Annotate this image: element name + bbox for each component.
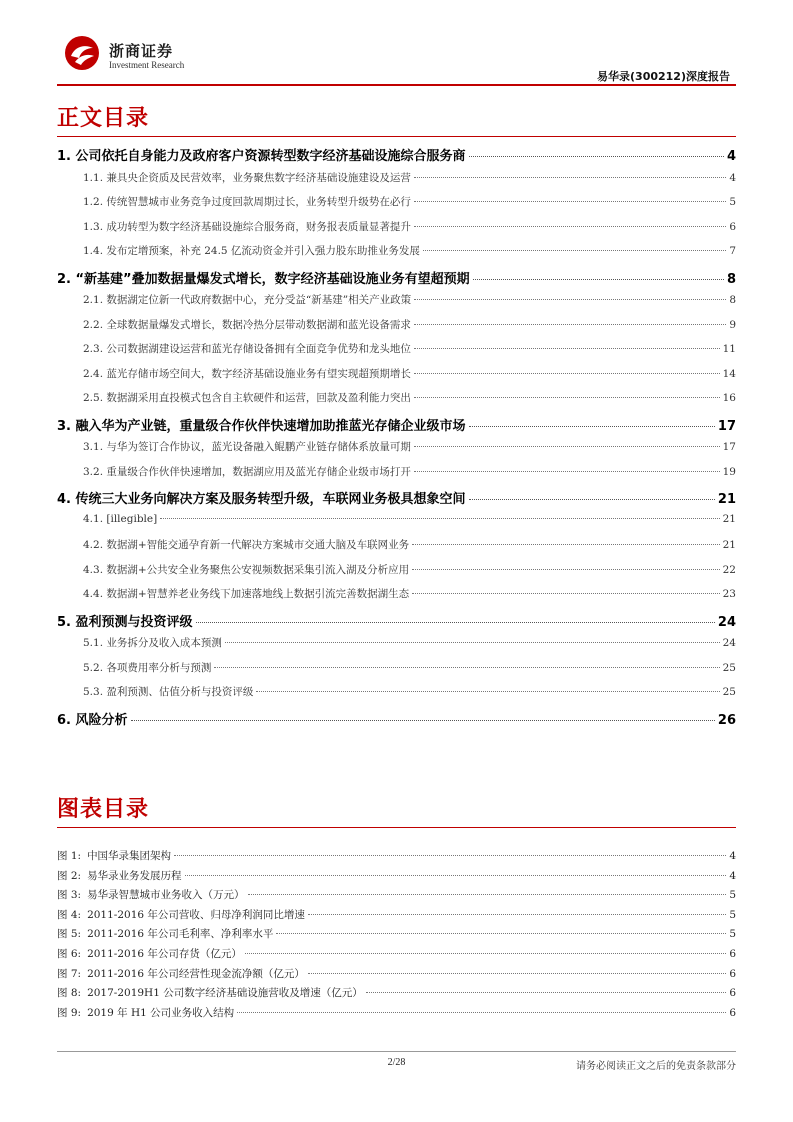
figure-number: 图 6: — [57, 947, 82, 960]
toc-item-page: 8 — [729, 294, 736, 306]
figure-page: 6 — [729, 1006, 736, 1019]
page-number: 2/28 — [387, 1057, 406, 1068]
toc-item-label: 3. 融入华为产业链，重量级合作伙伴快速增加助推蓝光存储企业级市场 — [57, 418, 466, 434]
toc-leader-dots — [412, 593, 719, 594]
toc-leader-dots — [225, 642, 720, 643]
figure-page: 6 — [729, 947, 736, 960]
toc-leader-dots — [414, 324, 726, 325]
toc-leader-dots — [412, 544, 719, 545]
toc-item-page: 5 — [729, 196, 736, 208]
toc-item-label: 2.3. 公司数据湖建设运营和蓝光存储设备拥有全面竞争优势和龙头地位 — [83, 343, 411, 355]
toc-section-item[interactable] — [57, 464, 736, 489]
toc-item-label: 1. 公司依托自身能力及政府客户资源转型数字经济基础设施综合服务商 — [57, 149, 466, 164]
figure-list-item[interactable] — [57, 985, 736, 1005]
toc-item-label: 1.3. 成功转型为数字经济基础设施综合服务商，财务报表质量显著提升 — [83, 220, 411, 233]
toc-item-label: 2.5. 数据湖采用直投模式包含自主软硬件和运营，回款及盈利能力突出 — [83, 392, 411, 404]
toc-leader-dots — [256, 691, 719, 692]
toc-item-label: 4.4. 数据湖+智慧养老业务线下加速落地线上数据引流完善数据湖生态 — [83, 588, 410, 600]
toc-chapter-item[interactable] — [57, 145, 736, 170]
figure-list-item[interactable] — [57, 907, 736, 927]
toc-title: 正文目录 — [57, 106, 150, 131]
figure-label: 易华录智慧城市业务收入（万元） — [87, 889, 245, 902]
figure-number: 图 3: — [57, 889, 82, 902]
figure-page: 5 — [729, 889, 736, 902]
toc-section-item[interactable] — [57, 170, 736, 195]
figure-label: 2019 年 H1 公司业务收入结构 — [87, 1006, 235, 1019]
figure-label: 2011-2016 年公司毛利率、净利率水平 — [87, 928, 274, 941]
figure-label: 易华录业务发展历程 — [87, 869, 182, 882]
toc-section-item[interactable] — [57, 194, 736, 219]
figure-leader-dots — [237, 1012, 726, 1013]
toc-section-item[interactable] — [57, 439, 736, 464]
toc-leader-dots — [160, 518, 719, 519]
toc-item-page: 19 — [722, 465, 736, 478]
toc-item-page: 25 — [722, 686, 736, 698]
figure-page: 4 — [729, 850, 736, 862]
toc-leader-dots — [414, 201, 726, 202]
toc-section-item[interactable] — [57, 366, 736, 391]
toc-item-page: 8 — [726, 271, 736, 287]
figure-number: 图 1: — [57, 850, 82, 862]
toc-section-item[interactable] — [57, 537, 736, 562]
disclaimer: 请务必阅读正文之后的免责条款部分 — [576, 1061, 736, 1072]
toc-item-page: 21 — [717, 492, 736, 507]
toc-leader-dots — [414, 299, 726, 300]
toc-item-label: 1.1. 兼具央企资质及民营效率，业务聚焦数字经济基础设施建设及运营 — [83, 171, 411, 184]
toc-leader-dots — [414, 446, 720, 447]
figure-label: 中国华录集团架构 — [87, 850, 172, 862]
figure-leader-dots — [248, 894, 727, 895]
toc-title-divider — [57, 136, 736, 137]
toc-item-label: 6. 风险分析 — [57, 712, 128, 728]
figure-list-item[interactable] — [57, 1005, 736, 1025]
report-tag: 易华录(300212)深度报告 — [597, 70, 730, 83]
toc-item-page: 6 — [729, 220, 736, 233]
figure-number: 图 7: — [57, 967, 82, 980]
toc-section-item[interactable] — [57, 341, 736, 366]
toc-item-label: 2. “新基建”叠加数据量爆发式增长，数字经济基础设施业务有望超预期 — [57, 271, 470, 287]
toc-item-page: 7 — [729, 245, 736, 257]
brand-name-cn: 浙商证券 — [109, 42, 174, 60]
toc-leader-dots — [131, 720, 715, 721]
toc-section-item[interactable] — [57, 586, 736, 611]
toc-item-label: 4. 传统三大业务向解决方案及服务转型升级，车联网业务极具想象空间 — [57, 492, 466, 507]
toc-item-label: 2.2. 全球数据量爆发式增长，数据冷热分层带动数据湖和蓝光设备需求 — [83, 318, 411, 331]
figure-leader-dots — [308, 973, 726, 974]
footer-divider — [57, 1051, 736, 1052]
figure-list-item[interactable] — [57, 868, 736, 888]
toc-item-page: 17 — [722, 441, 736, 453]
figure-leader-dots — [276, 933, 726, 934]
toc-leader-dots — [412, 569, 719, 570]
figure-page: 4 — [729, 869, 736, 882]
toc-leader-dots — [423, 250, 726, 251]
toc-section-item[interactable] — [57, 317, 736, 342]
toc-item-page: 25 — [722, 661, 736, 674]
toc-leader-dots — [414, 471, 720, 472]
toc-section-item[interactable] — [57, 390, 736, 415]
toc-item-page: 16 — [722, 392, 736, 404]
figure-page: 6 — [729, 987, 736, 1000]
figure-number: 图 2: — [57, 869, 82, 882]
toc-leader-dots — [469, 499, 715, 500]
toc-section-item[interactable] — [57, 292, 736, 317]
figure-leader-dots — [308, 914, 726, 915]
figure-page: 5 — [729, 908, 736, 921]
toc-chapter-item[interactable] — [57, 268, 736, 293]
toc-item-page: 21 — [722, 512, 736, 525]
figures-title: 图表目录 — [57, 797, 150, 822]
toc-list — [57, 145, 736, 733]
toc-item-label: 2.4. 蓝光存储市场空间大，数字经济基础设施业务有望实现超预期增长 — [83, 367, 411, 380]
toc-section-item[interactable] — [57, 635, 736, 660]
toc-item-page: 14 — [722, 367, 736, 380]
figure-leader-dots — [366, 992, 727, 993]
toc-item-label: 4.2. 数据湖+智能交通孕育新一代解决方案城市交通大脑及车联网业务 — [83, 539, 410, 551]
toc-item-label: 1.4. 发布定增预案，补充 24.5 亿流动资金并引入强力股东助推业务发展 — [83, 245, 420, 257]
figure-page: 5 — [729, 928, 736, 941]
toc-item-page: 22 — [722, 563, 736, 576]
figure-label: 2011-2016 年公司存货（亿元） — [87, 947, 242, 960]
toc-item-label: 1.2. 传统智慧城市业务竞争过度回款周期过长，业务转型升级势在必行 — [83, 196, 411, 208]
toc-item-page: 26 — [717, 712, 736, 728]
toc-item-page: 4 — [726, 149, 736, 164]
toc-leader-dots — [414, 397, 720, 398]
toc-item-page: 11 — [722, 343, 736, 355]
figure-label: 2011-2016 年公司经营性现金流净额（亿元） — [87, 967, 305, 980]
toc-leader-dots — [414, 226, 726, 227]
toc-item-label: 2.1. 数据湖定位新一代政府数据中心，充分受益“新基建”相关产业政策 — [83, 294, 412, 306]
figure-list — [57, 848, 736, 1024]
figure-list-item[interactable] — [57, 946, 736, 966]
toc-item-page: 24 — [722, 637, 736, 649]
toc-item-page: 9 — [729, 318, 736, 331]
toc-item-label: 5.2. 各项费用率分析与预测 — [83, 661, 212, 674]
figure-list-item[interactable] — [57, 966, 736, 986]
toc-section-item[interactable] — [57, 562, 736, 587]
figure-leader-dots — [245, 953, 726, 954]
page-header — [0, 0, 793, 90]
toc-leader-dots — [414, 373, 720, 374]
toc-item-label: 3.1. 与华为签订合作协议，蓝光设备融入鲲鹏产业链存储体系放量可期 — [83, 441, 411, 453]
toc-leader-dots — [473, 279, 724, 280]
toc-chapter-item[interactable] — [57, 415, 736, 440]
figure-number: 图 4: — [57, 908, 82, 921]
figure-leader-dots — [185, 875, 727, 876]
toc-item-page: 23 — [722, 588, 736, 600]
toc-item-label: 5.3. 盈利预测、估值分析与投资评级 — [83, 686, 254, 698]
figures-title-divider — [57, 827, 736, 828]
toc-chapter-item[interactable] — [57, 709, 736, 734]
toc-leader-dots — [414, 177, 726, 178]
toc-item-page: 17 — [717, 418, 736, 434]
header-divider — [57, 84, 736, 86]
figure-label: 2011-2016 年公司营收、归母净利润同比增速 — [87, 908, 305, 921]
toc-item-label: 3.2. 重量级合作伙伴快速增加，数据湖应用及蓝光存储企业级市场打开 — [83, 465, 411, 478]
figure-label: 2017-2019H1 公司数字经济基础设施营收及增速（亿元） — [87, 987, 363, 1000]
figure-leader-dots — [174, 855, 726, 856]
figure-list-item[interactable] — [57, 926, 736, 946]
toc-leader-dots — [196, 622, 715, 623]
toc-item-page: 24 — [717, 614, 736, 630]
broker-logo-icon — [63, 34, 101, 72]
toc-leader-dots — [214, 667, 719, 668]
brand-name-en: Investment Research — [109, 60, 185, 70]
toc-leader-dots — [469, 426, 715, 427]
figure-number: 图 9: — [57, 1006, 82, 1019]
toc-item-label: 5.1. 业务拆分及收入成本预测 — [83, 637, 222, 649]
toc-item-label: 5. 盈利预测与投资评级 — [57, 614, 193, 630]
toc-item-page: 21 — [722, 539, 736, 551]
figure-number: 图 5: — [57, 928, 82, 941]
toc-chapter-item[interactable] — [57, 488, 736, 513]
toc-section-item[interactable] — [57, 219, 736, 244]
toc-item-label: 4.3. 数据湖+公共安全业务聚焦公安视频数据采集引流入湖及分析应用 — [83, 563, 410, 576]
toc-leader-dots — [414, 348, 720, 349]
toc-leader-dots — [469, 156, 724, 157]
toc-section-item[interactable] — [57, 660, 736, 685]
toc-section-item[interactable] — [57, 513, 736, 538]
toc-section-item[interactable] — [57, 684, 736, 709]
figure-list-item[interactable] — [57, 887, 736, 907]
figure-page: 6 — [729, 967, 736, 980]
toc-section-item[interactable] — [57, 243, 736, 268]
toc-item-page: 4 — [729, 171, 736, 184]
toc-chapter-item[interactable] — [57, 611, 736, 636]
toc-item-label: 4.1. [illegible] — [83, 512, 158, 525]
figure-list-item[interactable] — [57, 848, 736, 868]
figure-number: 图 8: — [57, 987, 82, 1000]
